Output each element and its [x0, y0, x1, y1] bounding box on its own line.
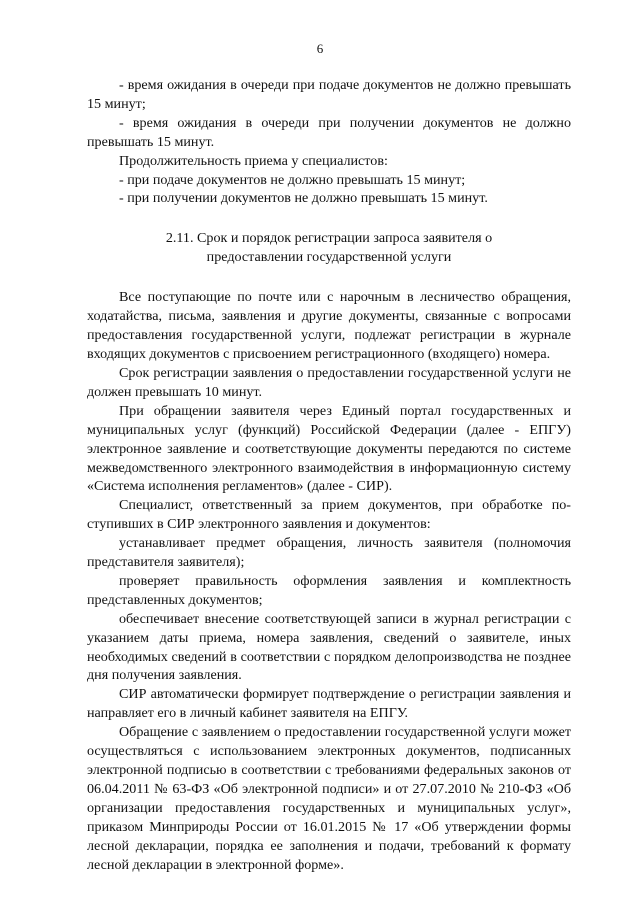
page-number: 6 [316, 41, 324, 56]
section-heading-line2: предоставлении государственной услуги [206, 249, 452, 266]
paragraph-journal-entry: обеспечивает внесение соответствующей записи в журнал регистрации с указанием даты приема, номера заявления, сведений о заявителе, иных необходимых сведений в соответствии с порядком делопроизводства не позднее дня получения заявления. [87, 610, 571, 684]
paragraph-electronic-docs: Обращение с заявлением о предоставлении государственной услуги может осуществляться с использованием электронных документов, подписанных электронной подписью в соответствии с требованиями федеральных законов от 06.04.2011 № 63-ФЗ «Об электронной подписи» и от 27.07.2010 № 210-ФЗ «Об организации предоставления государственных и муниципальных услуг», приказом Минприроды России от 16.01.2015 № 17 «Об утверждении формы лесной декларации, порядка ее заполнения и подачи, требований к формату лесной декларации в электронной форме». [87, 724, 571, 873]
section-heading-line1: 2.11. Срок и порядок регистрации запроса заявителя о [165, 230, 493, 247]
paragraph-reception-intro: Продолжительность приема у специалистов: [119, 152, 388, 169]
paragraph-reception-receive: - при получении документов не должно превышать 15 минут. [119, 190, 488, 207]
paragraph-epgu: При обращении заявителя через Единый портал государственных и муниципальных услуг (функций) Российской Федерации (далее - ЕПГУ) электронное заявление и соответствующие документы передаются по системе межведомственного электронного взаимодействия в информационную систему «Система исполнения регламентов» (далее - СИР). [87, 402, 571, 495]
paragraph-queue-submit: - время ожидания в очереди при подаче документов не должно превышать 15 минут; [87, 77, 571, 112]
paragraph-sir-confirmation: СИР автоматически формирует подтверждение о регистрации заявления и направляет его в личный кабинет заявителя на ЕПГУ. [87, 686, 571, 722]
paragraph-incoming-docs: Все поступающие по почте или с нарочным в лесничество обращения, ходатайства, письма, заявления и другие документы, связанные с вопросами предоставления государственной услуги, подлежат регистрации в журнале входящих документов с присвоением регистрационного (входящего) номера. [87, 289, 571, 363]
document-body [87, 76, 571, 874]
paragraph-reception-submit: - при подаче документов не должно превышать 15 минут; [119, 171, 466, 188]
paragraph-checks: проверяет правильность оформления заявления и комплектность представленных документов; [87, 572, 571, 608]
paragraph-queue-receive: - время ожидания в очереди при получении документов не должно превышать 15 минут. [87, 114, 571, 150]
section-heading [87, 229, 571, 267]
paragraph-specialist: Специалист, ответственный за прием документов, при обработке поступивших в СИР электронного заявления и документов: [87, 497, 571, 533]
paragraph-establishes: устанавливает предмет обращения, личность заявителя (полномочия представителя заявителя); [87, 535, 571, 571]
paragraph-registration-term: Срок регистрации заявления о предоставлении государственной услуги не должен превышать 10 минут. [87, 364, 571, 400]
